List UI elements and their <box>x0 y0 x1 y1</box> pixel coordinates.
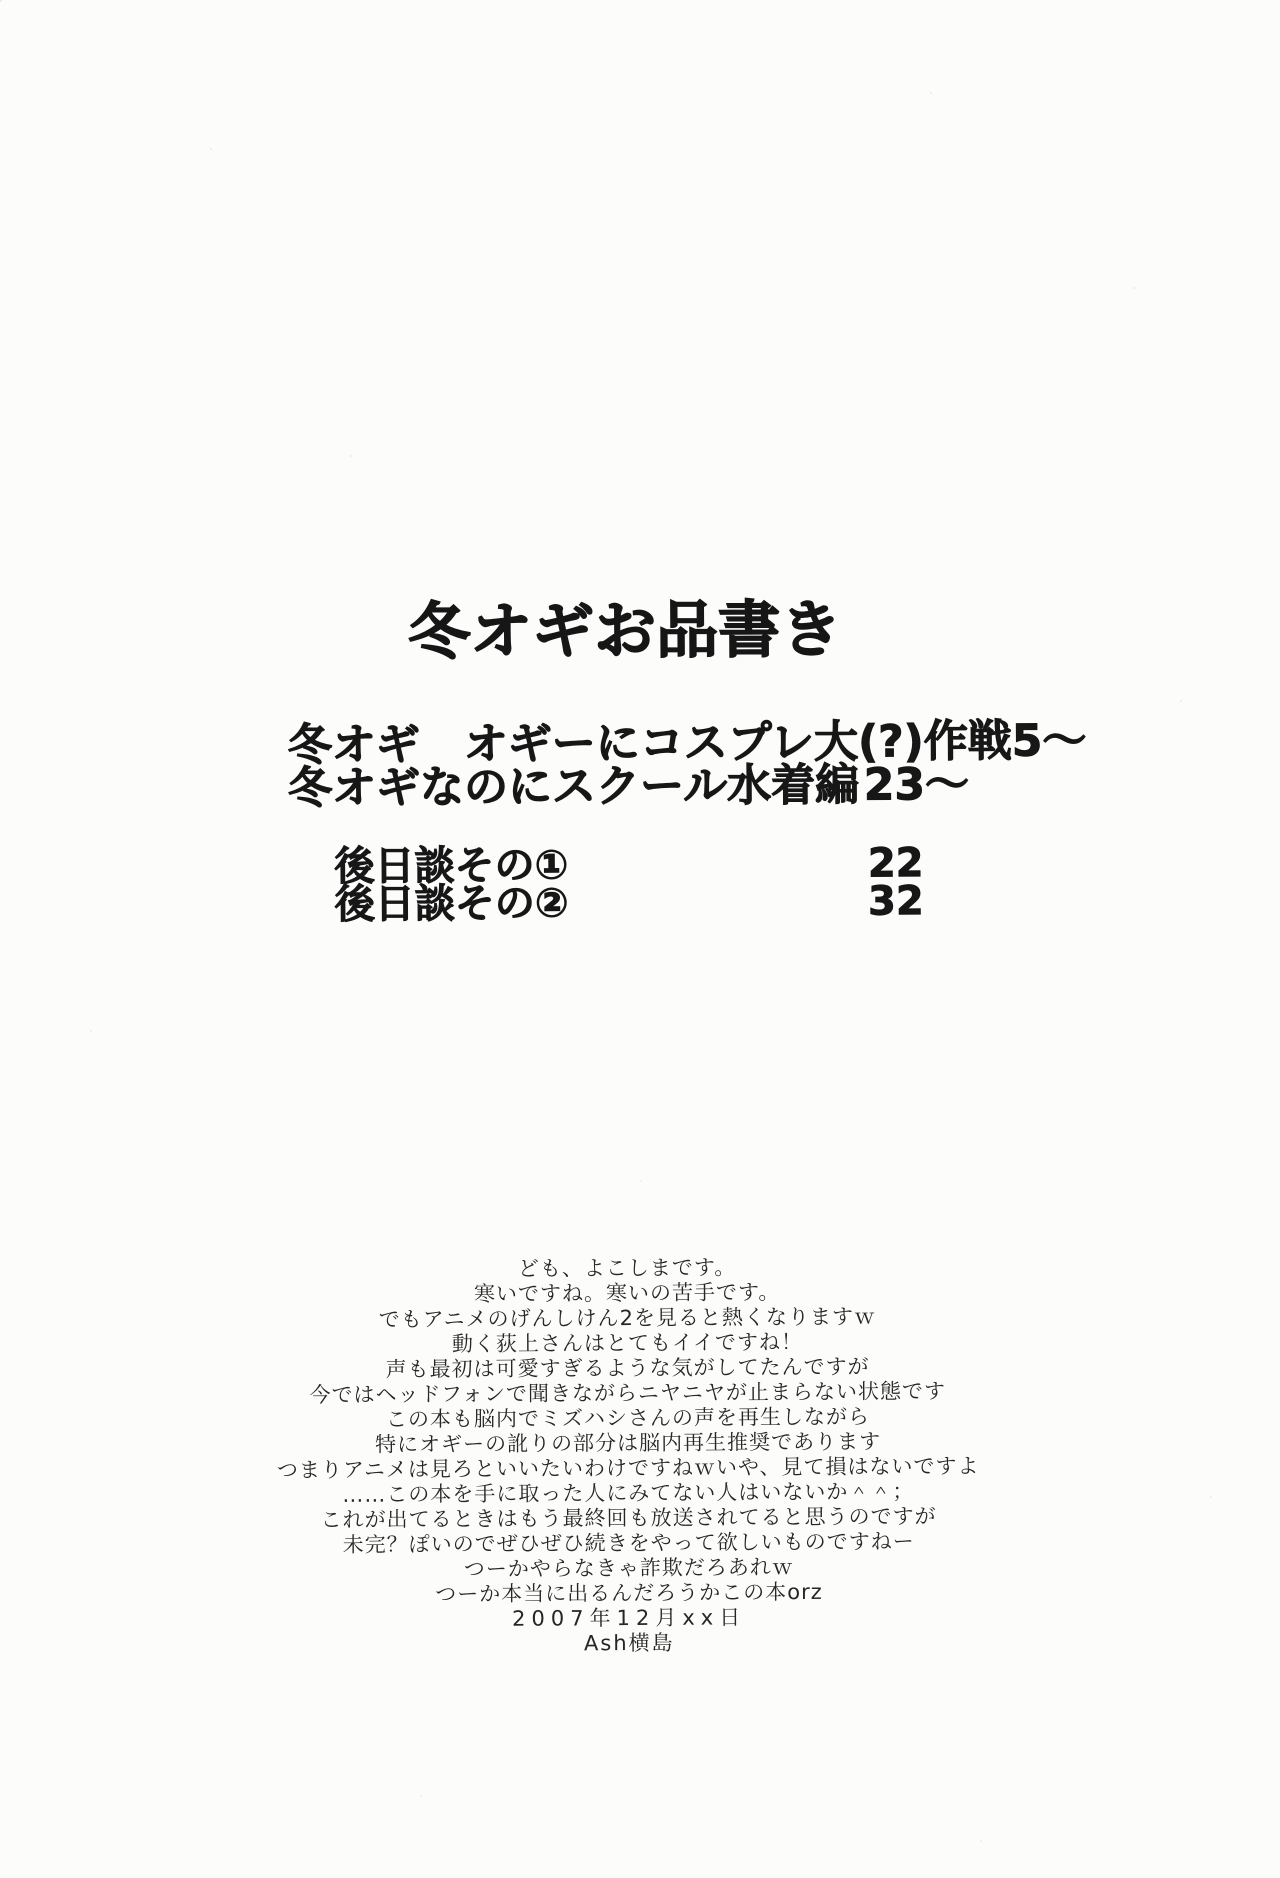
afterword-block <box>2 1252 1254 1660</box>
afterword-aside-line: ……この本を手に取った人にみてない人はいないか＾＾； <box>342 1479 915 1507</box>
toc-item-page: 5〜 <box>1011 715 1087 767</box>
afterword-line: 動く荻上さんはとてもイイですね！ <box>451 1330 804 1357</box>
toc-item-label: 冬オギ オギーにコスプレ大(?)作戦 <box>287 715 1012 772</box>
afterword-line: この本も脳内でミズハシさんの声を再生しながら <box>385 1404 870 1432</box>
toc-extra-page: 32 <box>867 878 924 925</box>
toc-row <box>334 840 924 890</box>
toc-row <box>287 758 970 815</box>
toc-extra-page: 22 <box>867 840 924 887</box>
afterword-line: 声も最初は可愛すぎるような気がしてたんですが <box>385 1354 870 1382</box>
author-signature: Ash横島 <box>583 1630 675 1656</box>
afterword-solo-line: つーか本当に出るんだろうかこの本orz <box>435 1579 823 1607</box>
toc-item-label: 冬オギなのにスクール水着編 <box>287 759 860 815</box>
afterword-line: 寒いですね。寒いの苦手です。 <box>473 1280 781 1307</box>
afterword-line: 未完？ぽいのでぜひぜひ続きをやって欲しいものですねー <box>342 1529 915 1557</box>
afterword-line: つまりアニメは見ろといいたいわけですねｗいや、見て損はないですよ <box>276 1453 980 1483</box>
toc-extra-label: 後日談その① <box>334 842 569 890</box>
afterword-line: つーかやらなきゃ詐欺だろあれｗ <box>463 1555 794 1582</box>
afterword-line: でもアニメのげんしけん2を見ると熱くなりますｗ <box>378 1304 877 1332</box>
toc-row <box>334 878 924 928</box>
afterword-line: 今ではヘッドフォンで聞きながらニヤニヤが止まらない状態です <box>309 1379 946 1408</box>
page-title: 冬オギお品書き <box>407 592 843 669</box>
toc-item-page: 23〜 <box>863 758 970 811</box>
afterword-line: これが出てるときはもう最終回も放送されてると思うのですが <box>320 1504 937 1532</box>
toc-list <box>287 715 1087 815</box>
toc-extra-label: 後日談その② <box>334 880 569 928</box>
afterword-line: ども、よこしまです。 <box>517 1255 737 1281</box>
afterword-date: 2007年12月xx日 <box>512 1605 747 1631</box>
toc-extra-list <box>334 840 924 928</box>
afterword-line: 特にオギーの訛りの部分は脳内再生推奨であります <box>375 1429 882 1457</box>
